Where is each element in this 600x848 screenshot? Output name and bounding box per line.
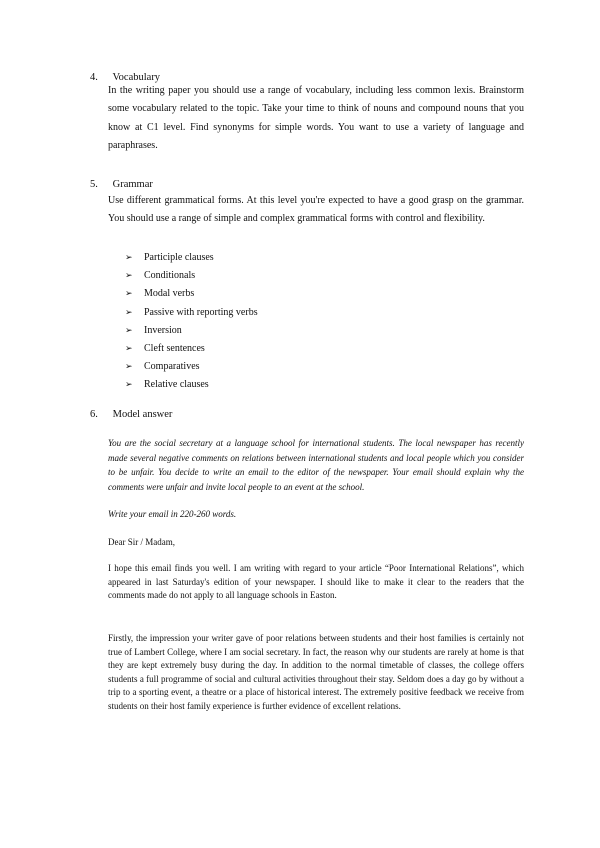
list-item: ➢ Conditionals — [125, 267, 258, 285]
section-number: 5. — [90, 179, 98, 190]
arrow-bullet-icon: ➢ — [125, 343, 133, 354]
grammar-paragraph: Use different grammatical forms. At this level you're expected to have a good grasp on the grammar. You should use a range of simple and complex grammatical forms with control and flexibility. — [108, 195, 524, 225]
section-heading-model-answer — [90, 409, 172, 420]
list-item: ➢ Modal verbs — [125, 285, 258, 303]
list-item: ➢ Cleft sentences — [125, 340, 258, 358]
section-title: Model answer — [112, 409, 173, 420]
section-title: Vocabulary — [112, 72, 161, 83]
grammar-forms-list — [125, 249, 258, 395]
list-item: ➢ Comparatives — [125, 358, 258, 376]
vocabulary-paragraph: In the writing paper you should use a range of vocabulary, including less common lexis. Brainstorm some vocabulary related to the topic. Take your time to think of nouns and compound nouns that you know at C1 level. Find synonyms for simple words. You want to use a variety of language and paraphrases. — [108, 85, 524, 151]
arrow-bullet-icon: ➢ — [125, 325, 133, 336]
list-item: ➢ Inversion — [125, 322, 258, 340]
section-number: 4. — [90, 72, 98, 83]
section-number: 6. — [90, 409, 98, 420]
email-paragraph-1: I hope this email finds you well. I am writing with regard to your article “Poor International Relations”, which appeared in last Saturday's edition of your newspaper. I should like to make it clear to the readers that the comments made do not apply to all language schools in Easton. — [108, 563, 524, 601]
arrow-bullet-icon: ➢ — [125, 289, 133, 300]
task-prompt: You are the social secretary at a language school for international students. The local newspaper has recently made several negative comments on relations between international students and local people which you consider to be unfair. You decide to write an email to the editor of the newspaper. Your email should explain why the comments were unfair and invite local people to an event at the school. — [108, 438, 524, 493]
section-heading-grammar — [90, 179, 153, 190]
arrow-bullet-icon: ➢ — [125, 271, 133, 282]
word-count-instruction: Write your email in 220-260 words. — [108, 509, 237, 519]
email-paragraph-2: Firstly, the impression your writer gave of poor relations between students and their host families is certainly not true of Lambert College, where I am social secretary. In fact, the reason why our students are rarely at home is that they are kept extremely busy during the day. In addition to the normal timetable of classes, the college offers students a full programme of social and cultural activities throughout their stay. Seldom does a day go by without a trip to a sporting event, a theatre or a place of historical interest. The extremely positive feedback we receive from students on their host family experience is further evidence of excellent relations. — [108, 633, 524, 711]
list-item: ➢ Relative clauses — [125, 376, 258, 394]
email-salutation: Dear Sir / Madam, — [108, 537, 175, 547]
arrow-bullet-icon: ➢ — [125, 307, 133, 318]
arrow-bullet-icon: ➢ — [125, 380, 133, 391]
list-item: ➢ Participle clauses — [125, 249, 258, 267]
list-item: ➢ Passive with reporting verbs — [125, 304, 258, 322]
section-title: Grammar — [112, 179, 153, 190]
arrow-bullet-icon: ➢ — [125, 362, 133, 373]
arrow-bullet-icon: ➢ — [125, 253, 133, 263]
